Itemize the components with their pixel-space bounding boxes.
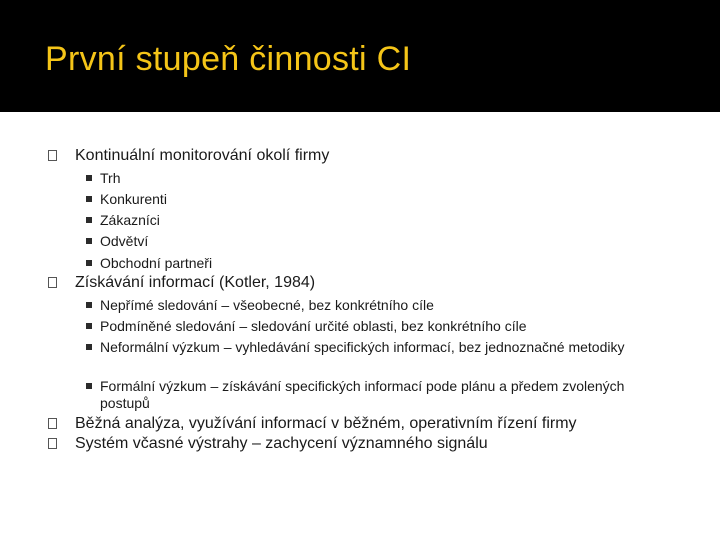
bullet-marker-icon — [48, 277, 57, 288]
bullet-text: Získávání informací (Kotler, 1984) — [75, 274, 316, 291]
sub-bullet-text: Konkurenti — [100, 191, 167, 207]
sub-bullet-text: Trh — [100, 170, 121, 186]
square-bullet-icon — [86, 344, 92, 350]
bullet-marker-icon — [48, 438, 57, 449]
sub-bullet-text: Zákazníci — [100, 212, 160, 228]
sub-bullet-text: Odvětví — [100, 233, 149, 249]
square-bullet-icon — [86, 175, 92, 181]
bullet-marker-icon — [48, 418, 57, 429]
slide-title: První stupeň činnosti CI — [45, 40, 412, 78]
bullet-marker-icon — [48, 150, 57, 161]
square-bullet-icon — [86, 260, 92, 266]
sub-bullet-text: Formální výzkum – získávání specifických informací pode plánu a předem zvolených postupů — [100, 378, 625, 411]
bullet-text: Běžná analýza, využívání informací v běžném, operativním řízení firmy — [75, 415, 577, 432]
square-bullet-icon — [86, 302, 92, 308]
sub-bullet-text: Neformální výzkum – vyhledávání specifických informací, bez jednoznačné metodiky — [100, 339, 625, 355]
square-bullet-icon — [86, 323, 92, 329]
square-bullet-icon — [86, 238, 92, 244]
square-bullet-icon — [86, 196, 92, 202]
square-bullet-icon — [86, 217, 92, 223]
bullet-text: Kontinuální monitorování okolí firmy — [75, 147, 330, 164]
sub-bullet-text: Podmíněné sledování – sledování určité oblasti, bez konkrétního cíle — [100, 318, 527, 334]
bullet-text: Systém včasné výstrahy – zachycení významného signálu — [75, 435, 488, 452]
sub-bullet-text: Obchodní partneři — [100, 255, 213, 271]
sub-bullet-text: Nepřímé sledování – všeobecné, bez konkrétního cíle — [100, 297, 434, 313]
square-bullet-icon — [86, 383, 92, 389]
